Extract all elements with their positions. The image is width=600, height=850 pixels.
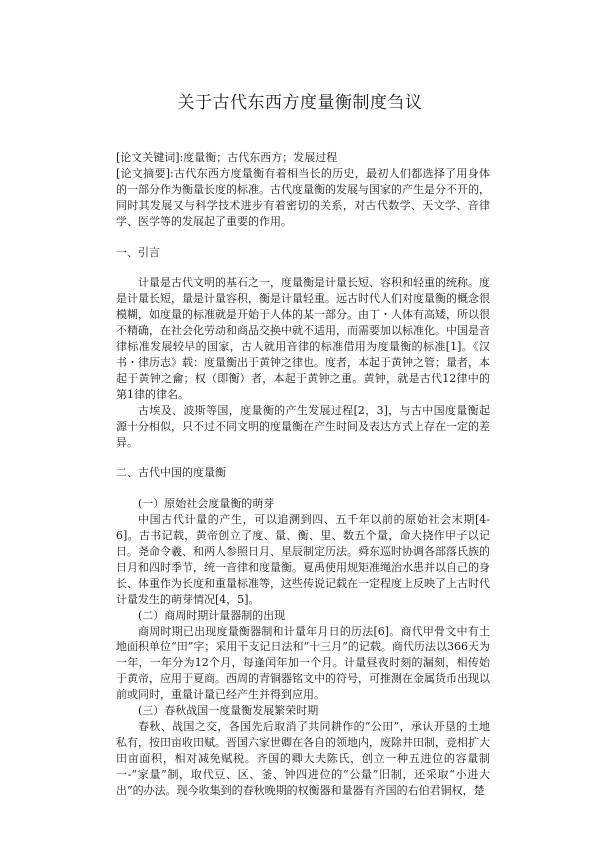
paragraph: 计量是古代文明的基石之一，度量衡是计量长短、容积和轻重的统称。度是计量长短，量是计量容积，衡是计量轻重。远古时代人们对度量衡的概念很模糊，如度量的标准就是开始于人体的某一部分。由丁・人体有高矮，所以很不精确，在社会化劳动和商品交换中就不适用，而需要加以标准化。中国是音律标准发展较早的国家，古人就用音律的标准借用为度量衡的标准[1]。《汉书・律历志》载：度量衡出于黄钟之律也。度者，本起于黄钟之管；量者，本起于黄钟之龠；权（即衡）者，本起于黄钟之重。黄钟，就是古代12律中的第1律的律名。	[116, 276, 490, 401]
subsection-heading: (三）春秋战国一度量衡发展繁荣时期	[138, 704, 319, 718]
abstract: [论文摘要]:古代东西方度量衡有着相当长的历史，最初人们都选择了用身体的一部分作为衡量长度的标准。古代度量衡的发展与国家的产生是分不开的，同时其发展又与科学技术进步有着密切的关系，对古代数学、天文学、音律学、医学等的发展起了重要的作用。	[116, 166, 490, 228]
section-heading-intro: 一、引言	[116, 245, 160, 259]
paragraph: 古埃及、波斯等国，度量衡的产生发展过程[2，3]，与古中国度量衡起源十分相似，只不过不同文明的度量衡在产生时间及表达方式上存在一定的差异。	[116, 403, 490, 449]
subsection-heading: (二）商周时期计量器制的出现	[138, 608, 286, 622]
paragraph: 商周时期已出现度量衡器制和计量年月日的历法[6]。商代甲骨文中有土地面积单位“田”字；采用干支记日法和“十三月”的记载。商代历法以366天为一年，一年分为12个月，每逢闰年加一个月。计量昼夜时刻的漏刻，相传始于黄帝，应用于夏商。西周的青铜器铭文中的符号，可推测在金属货币出现以前或同时，重量计量已经产生并得到应用。	[116, 624, 490, 702]
keywords: [论文关键词]:度量衡；古代东西方；发展过程	[116, 151, 338, 164]
section-heading-ancient-china: 二、古代中国的度量衡	[116, 466, 226, 480]
paragraph: 中国古代计量的产生，可以追溯到四、五千年以前的原始社会末期[4-6]。古书记载，黄帝创立了度、量、衡、里、数五个量，命大挠作甲子以记日。尧命令羲、和两人参照日月、星辰制定历法。舜东巡时协调各部落氏族的日月和四时季节，统一音律和度量衡。夏禹使用规矩准绳治水患并以自己的身长、体重作为长度和重量标准等，这些传说记载在一定程度上反映了上古时代计量发生的萌芽情况[4，5]。	[116, 513, 490, 606]
page-title: 关于古代东西方度量衡制度刍议	[177, 93, 423, 113]
paragraph: 春秋、战国之交，各国先后取消了共同耕作的“公田”，承认开垦的土地私有，按田亩收田赋。晋国六家世卿在各自的领地内，废除井田制，竞相扩大田亩面积，相对减免赋税。齐国的卿大夫陈氏，创立一种五进位的容量制一-“家量”制，取代豆、区、釜、钟四进位的“公量”旧制，还采取“小进大出”的办法。现今收集到的春秋晚期的权衡器和量器有齐国的右伯君铜权，楚	[116, 720, 490, 797]
article-body	[116, 150, 490, 799]
subsection-heading: (一）原始社会度量衡的萌芽	[138, 497, 275, 511]
